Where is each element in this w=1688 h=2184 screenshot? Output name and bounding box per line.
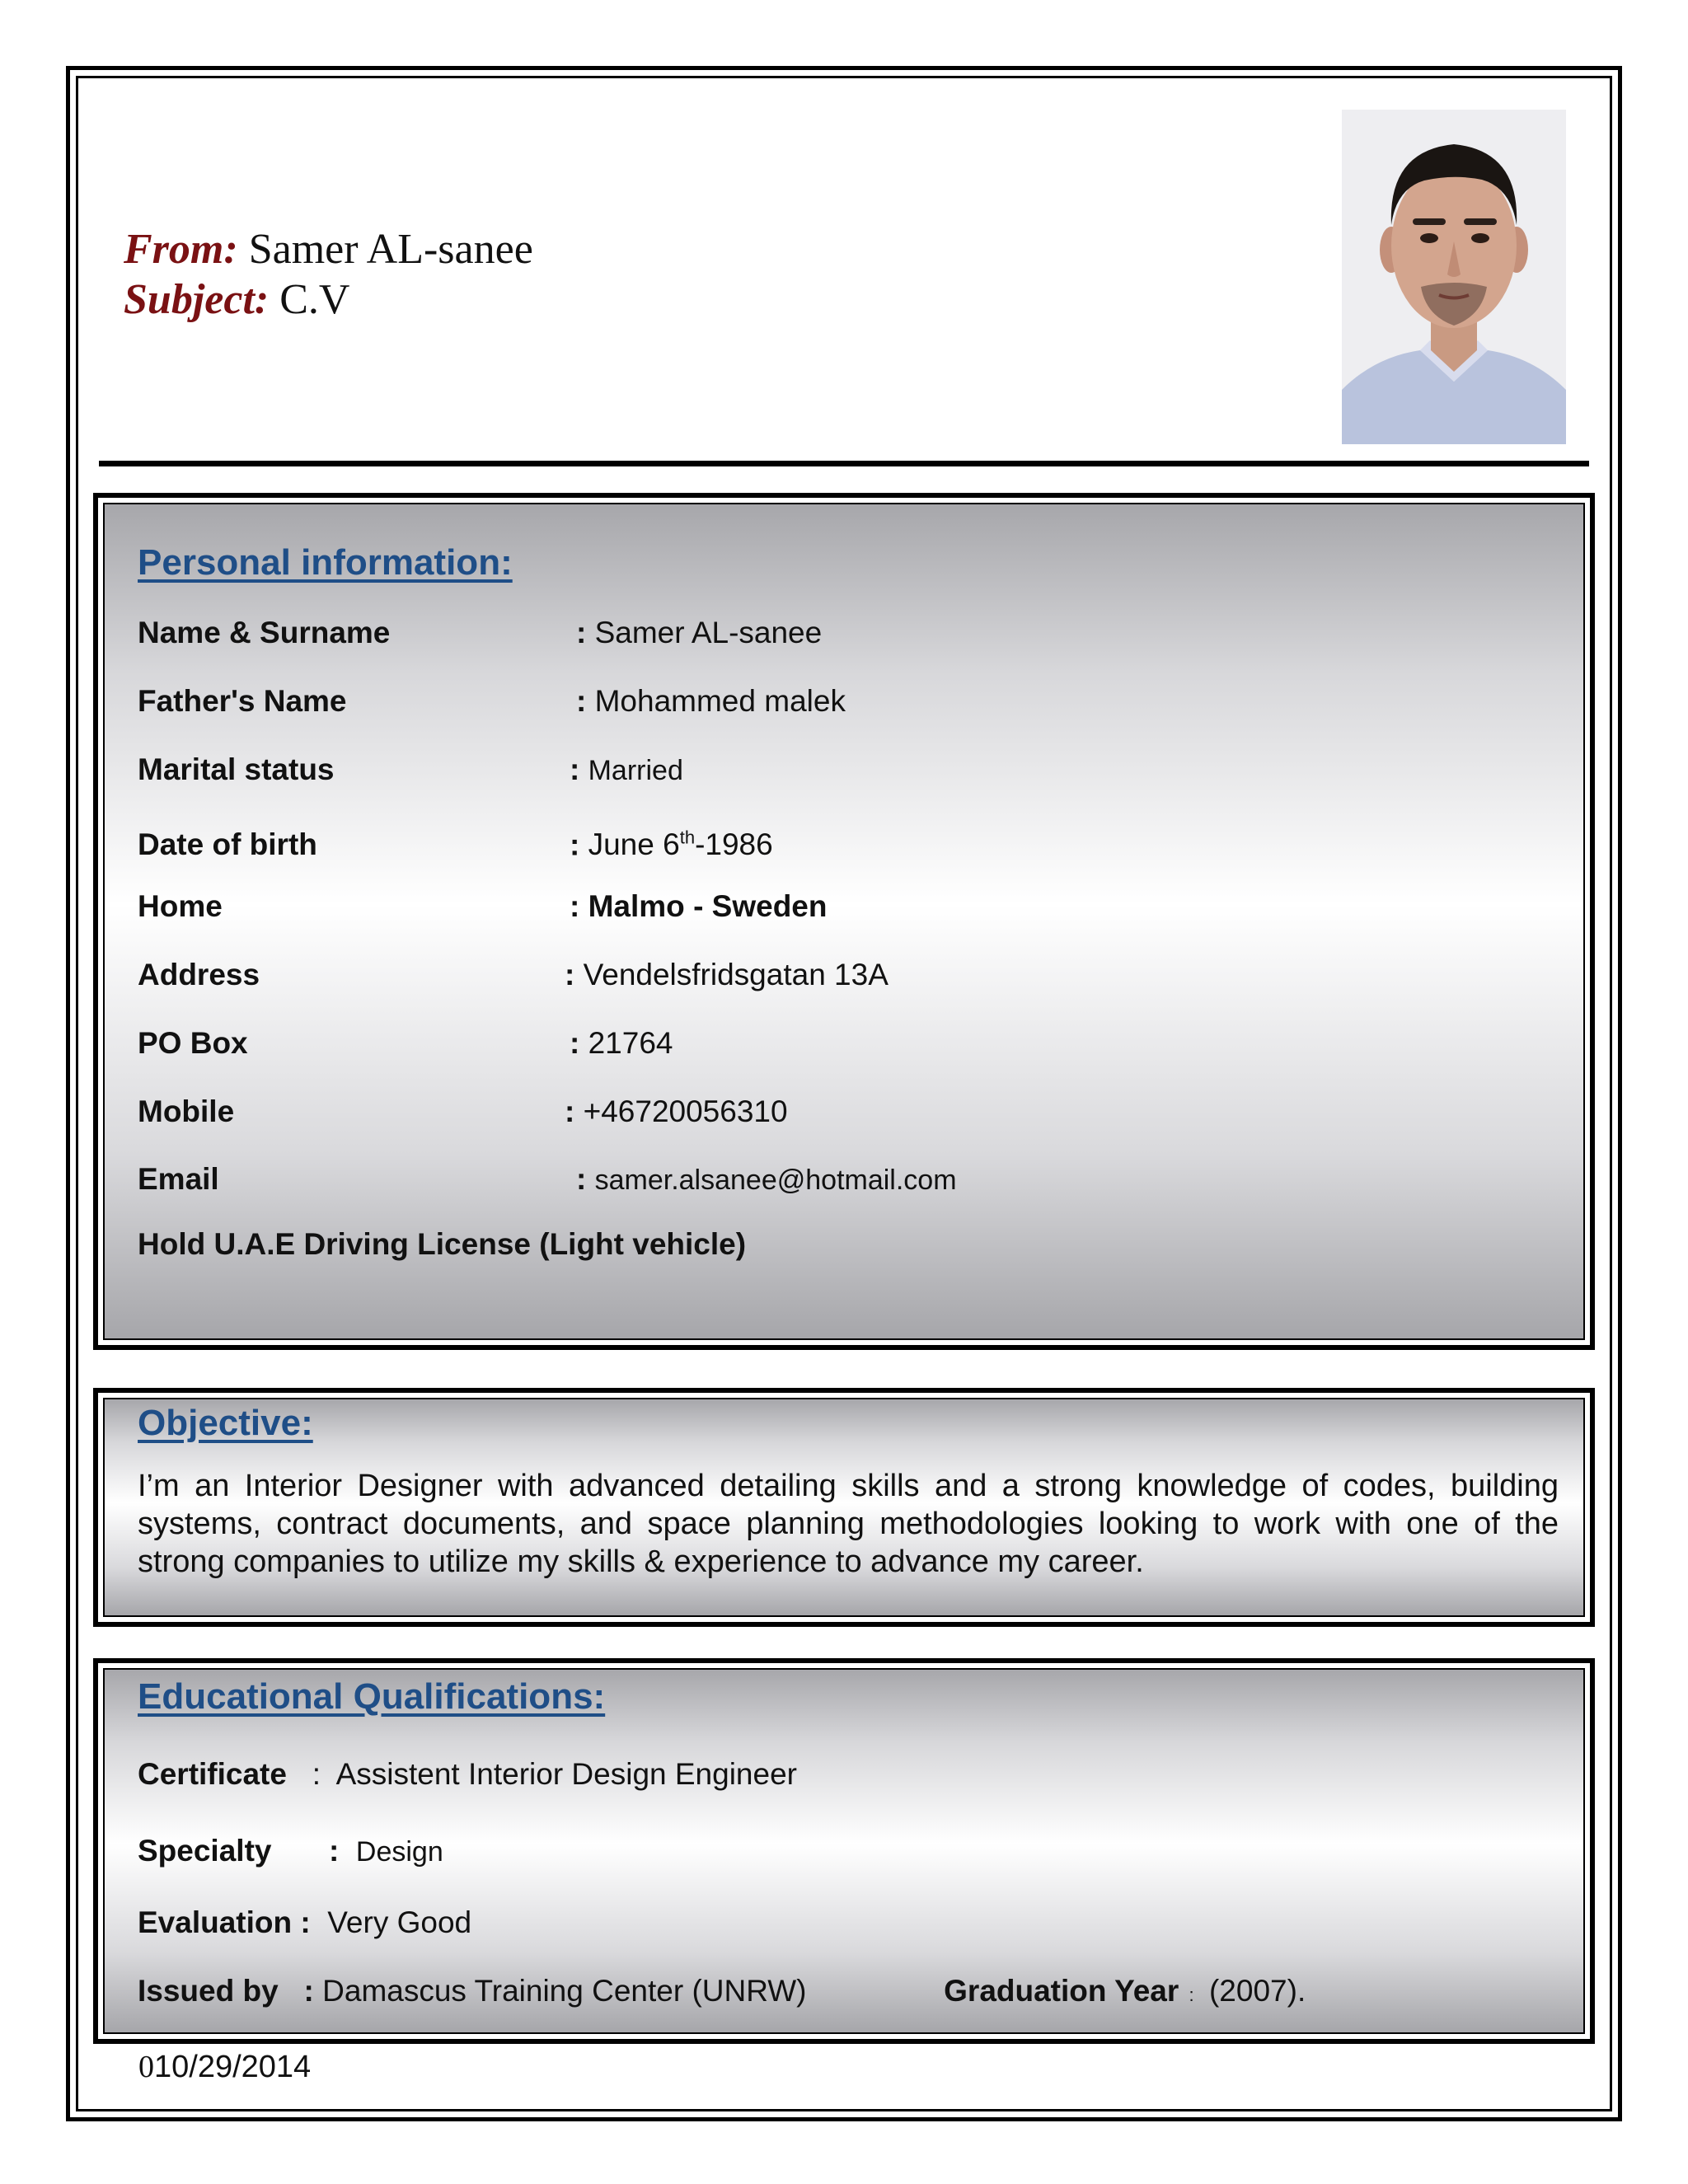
- evaluation-label: Evaluation: [138, 1905, 293, 1939]
- info-row-home: Home : Malmo - Sweden: [138, 889, 828, 923]
- info-label: Home: [138, 889, 223, 923]
- info-label: Marital status: [138, 752, 335, 786]
- dob-day: June 6: [588, 827, 680, 862]
- info-row-address: Address : Vendelsfridsgatan 13A: [138, 958, 889, 991]
- info-value: +46720056310: [583, 1094, 788, 1128]
- objective-section: [93, 1388, 1595, 1627]
- info-label: PO Box: [138, 1026, 248, 1060]
- issued-row: Issued by : Damascus Training Center (UNRW) Graduation Year : (2007).: [138, 1974, 1306, 2008]
- graduation-value: (2007).: [1208, 1974, 1306, 2008]
- info-row-name: Name & Surname : Samer AL-sanee: [138, 616, 823, 649]
- info-value: [588, 827, 773, 861]
- info-row-marital: Marital status : Married: [138, 752, 683, 786]
- info-value: samer.alsanee@hotmail.com: [594, 1165, 957, 1196]
- certificate-row: Certificate : Assistent Interior Design Engineer: [138, 1757, 797, 1791]
- info-value: Vendelsfridsgatan 13A: [583, 958, 889, 991]
- info-value: Malmo - Sweden: [588, 889, 828, 923]
- footer-date-zero: 0: [138, 2050, 154, 2084]
- issued-label: Issued by: [138, 1974, 279, 2008]
- from-label: From:: [124, 226, 238, 273]
- specialty-value: Design: [355, 1836, 443, 1868]
- evaluation-value: Very Good: [327, 1905, 472, 1939]
- from-line: [124, 225, 533, 274]
- info-label: Name & Surname: [138, 616, 391, 649]
- info-row-father: Father's Name : Mohammed malek: [138, 684, 846, 718]
- footer-date: [138, 2049, 311, 2085]
- from-value: Samer AL-sanee: [248, 226, 533, 273]
- info-label: Date of birth: [138, 827, 317, 862]
- issued-value: Damascus Training Center (UNRW): [322, 1974, 807, 2008]
- education-section: [93, 1658, 1595, 2044]
- info-row-email: Email : samer.alsanee@hotmail.com: [138, 1162, 957, 1196]
- header-divider: [99, 461, 1589, 466]
- info-value: Married: [588, 755, 683, 786]
- dob-year: -1986: [695, 827, 773, 862]
- dob-suffix: th: [679, 827, 696, 848]
- certificate-value: Assistent Interior Design Engineer: [335, 1757, 797, 1791]
- footer-date-rest: 10/29/2014: [154, 2050, 312, 2084]
- info-value: 21764: [588, 1026, 673, 1060]
- profile-photo: [1342, 110, 1566, 444]
- subject-line: [124, 275, 349, 325]
- education-title: Educational Qualifications:: [138, 1676, 606, 1717]
- info-row-dob: Date of birth : June 6th-1986: [138, 827, 773, 862]
- subject-label: Subject:: [124, 276, 270, 323]
- graduation-label: Graduation Year: [944, 1974, 1179, 2008]
- evaluation-row: Evaluation : Very Good: [138, 1905, 472, 1939]
- specialty-row: Specialty : Design: [138, 1834, 443, 1868]
- driving-license-text: Hold U.A.E Driving License (Light vehicle): [138, 1227, 747, 1261]
- info-value: Mohammed malek: [594, 684, 846, 718]
- info-label: Mobile: [138, 1094, 235, 1128]
- objective-title: Objective:: [138, 1403, 313, 1443]
- info-value: Samer AL-sanee: [594, 616, 823, 649]
- info-label: Father's Name: [138, 684, 347, 718]
- specialty-label: Specialty: [138, 1834, 272, 1868]
- personal-info-title: Personal information:: [138, 542, 513, 583]
- info-label: Address: [138, 958, 260, 991]
- info-label: Email: [138, 1162, 219, 1196]
- objective-text: I’m an Interior Designer with advanced detailing skills and a strong knowledge of codes, building systems, contract documents, and space planning methodologies looking to work with one of the strong companies to utilize my skills & experience to advance my career.: [138, 1469, 1559, 1579]
- personal-info-section: [93, 493, 1595, 1350]
- driving-license: [138, 1226, 746, 1263]
- certificate-label: Certificate: [138, 1757, 287, 1791]
- info-row-mobile: Mobile : +46720056310: [138, 1094, 788, 1128]
- subject-value: C.V: [279, 276, 350, 323]
- info-row-pobox: PO Box : 21764: [138, 1026, 673, 1060]
